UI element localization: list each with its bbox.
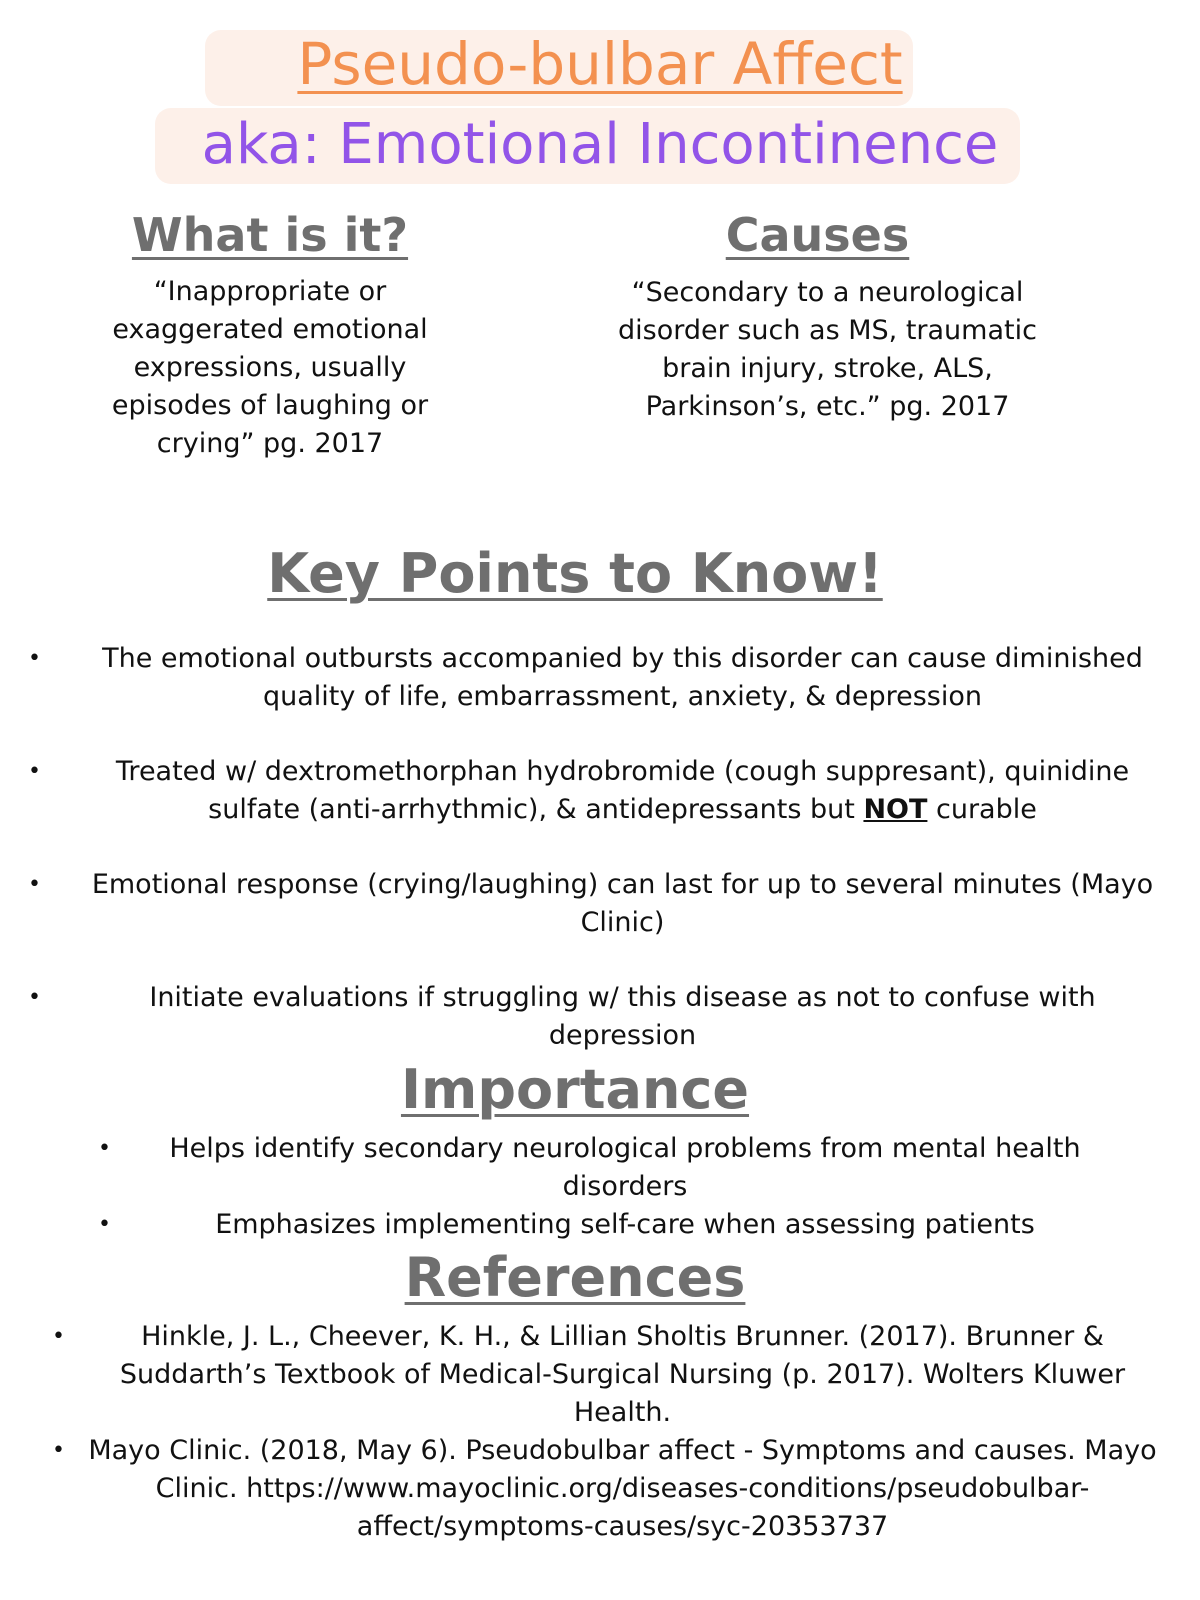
key-point-text: Emotional response (crying/laughing) can last for up to several minutes (Mayo Clinic) bbox=[91, 869, 1154, 938]
reference-item bbox=[50, 1432, 1165, 1546]
key-point-text: Initiate evaluations if struggling w/ this disease as not to confuse with depression bbox=[149, 982, 1096, 1051]
reference-text: Mayo Clinic. (2018, May 6). Pseudobulbar affect - Symptoms and causes. Mayo Clinic. https://www.mayoclinic.org/diseases-conditions/pseudobulbar-affect/symptoms-causes/syc-20353737 bbox=[88, 1435, 1157, 1542]
key-point-item bbox=[20, 640, 1170, 716]
reference-text: Hinkle, J. L., Cheever, K. H., & Lillian Sholtis Brunner. (2017). Brunner & Suddarth’s Textbook of Medical-Surgical Nursing (p. 2017). Wolters Kluwer Health. bbox=[119, 1321, 1126, 1428]
importance-list bbox=[95, 1130, 1115, 1244]
key-point-item bbox=[20, 753, 1170, 829]
key-point-item bbox=[20, 866, 1170, 942]
references-list bbox=[50, 1318, 1165, 1546]
reference-item bbox=[50, 1318, 1165, 1432]
causes-heading: Causes bbox=[725, 208, 910, 262]
page-title: Pseudo-bulbar Affect bbox=[297, 30, 903, 98]
what-is-it-text: “Inappropriate or exaggerated emotional expressions, usually episodes of laughing or crying” pg. 2017 bbox=[111, 276, 429, 459]
importance-text: Helps identify secondary neurological problems from mental health disorders bbox=[169, 1133, 1081, 1202]
what-is-it-heading: What is it? bbox=[131, 208, 409, 262]
importance-heading: Importance bbox=[400, 1058, 750, 1121]
causes-text: “Secondary to a neurological disorder such as MS, traumatic brain injury, stroke, ALS, Parkinson’s, etc.” pg. 2017 bbox=[618, 277, 1037, 422]
key-points-list bbox=[20, 640, 1170, 1092]
key-point-text: The emotional outbursts accompanied by this disorder can cause diminished quality of life, embarrassment, anxiety, & depression bbox=[102, 643, 1143, 712]
references-heading: References bbox=[404, 1246, 746, 1309]
not-emphasis: NOT bbox=[863, 794, 928, 825]
importance-text: Emphasizes implementing self-care when assessing patients bbox=[215, 1209, 1035, 1240]
key-points-heading: Key Points to Know! bbox=[267, 542, 883, 605]
key-point-text: Treated w/ dextromethorphan hydrobromide (cough suppresant), quinidine sulfate (anti-arrhythmic), & antidepressants but bbox=[115, 756, 1130, 825]
key-point-item bbox=[20, 979, 1170, 1055]
page-subtitle: aka: Emotional Incontinence bbox=[201, 112, 999, 177]
importance-item bbox=[95, 1206, 1115, 1244]
importance-item bbox=[95, 1130, 1115, 1206]
key-point-text: curable bbox=[927, 794, 1037, 825]
